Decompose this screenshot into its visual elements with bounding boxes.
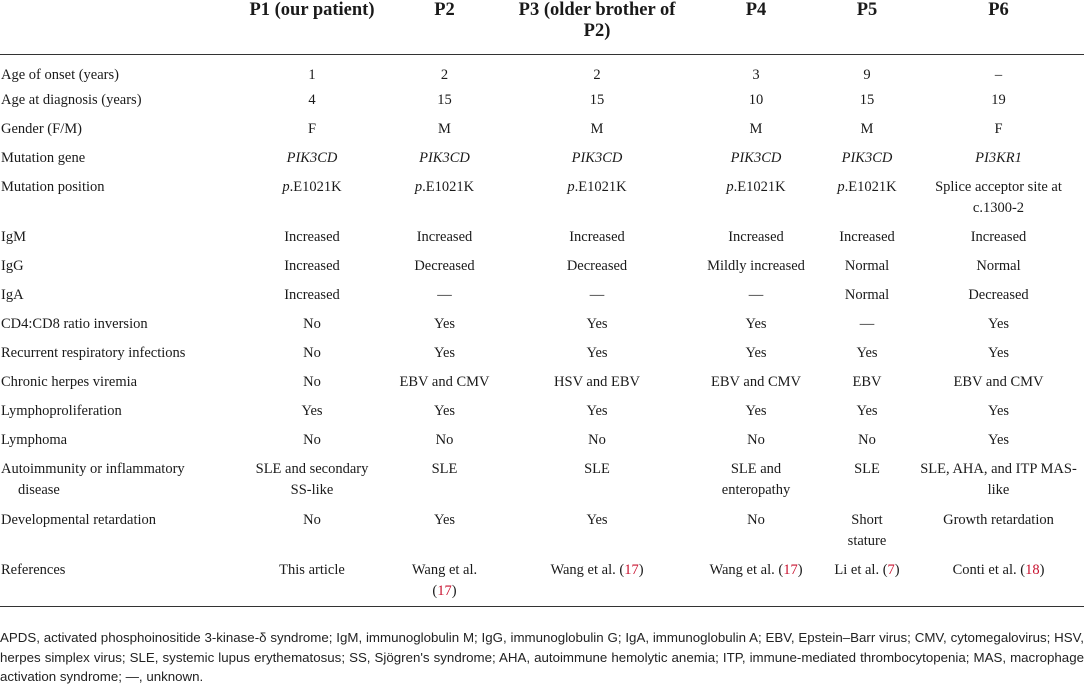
table-row (0, 426, 1084, 455)
table-cell (691, 339, 821, 368)
table-cell (691, 86, 821, 115)
table-cell (691, 426, 821, 455)
row-label-line: Recurrent respiratory infections (1, 344, 186, 361)
cell-text-line: No (303, 315, 321, 332)
table-row (0, 455, 1084, 506)
cell-text-line: Yes (586, 315, 608, 332)
cell-text-line: Short (851, 511, 883, 528)
table-cell (503, 173, 691, 223)
table-cell (386, 223, 503, 252)
row-label (0, 368, 238, 397)
table-cell (503, 54, 691, 86)
table-cell (913, 339, 1084, 368)
row-label-line: IgM (1, 228, 26, 245)
table-cell (503, 368, 691, 397)
cell-text-line: No (303, 431, 321, 448)
cell-text-line: 2 (593, 66, 601, 83)
cell-text-line: 15 (859, 91, 875, 108)
table-row (0, 115, 1084, 144)
table-cell (386, 281, 503, 310)
table-cell (913, 173, 1084, 223)
cell-text-line: PIK3CD (841, 149, 893, 166)
cell-text-line: PIK3CD (571, 149, 623, 166)
row-label-line: References (1, 561, 66, 578)
table-cell (503, 281, 691, 310)
cell-text-line: SLE and secondary (255, 460, 369, 477)
table-cell (503, 252, 691, 281)
table-cell (503, 339, 691, 368)
cell-text-line: F (307, 120, 317, 137)
table-header-row (0, 0, 1084, 54)
table-cell (238, 397, 386, 426)
table-cell (503, 310, 691, 339)
table-cell (821, 115, 913, 144)
table-cell (691, 397, 821, 426)
cell-text-line: p.E1021K (726, 178, 786, 195)
table-cell (238, 223, 386, 252)
table-cell (821, 144, 913, 173)
cell-text-line: Increased (284, 228, 340, 245)
cell-text-line: Yes (586, 511, 608, 528)
cell-text-line: 2 (440, 66, 449, 83)
table-cell (691, 115, 821, 144)
cell-text-line: M (438, 120, 451, 137)
table-cell (913, 281, 1084, 310)
row-label (0, 86, 238, 115)
table-cell (821, 223, 913, 252)
table-body (0, 54, 1084, 607)
cell-text-line: Yes (586, 402, 608, 419)
row-label (0, 144, 238, 173)
table-cell (238, 173, 386, 223)
table-cell (913, 426, 1084, 455)
table-cell (238, 310, 386, 339)
cell-text-line: EBV and CMV (953, 373, 1044, 390)
table-cell (913, 455, 1084, 506)
cell-text-line: M (749, 120, 763, 137)
table-cell (386, 144, 503, 173)
row-label (0, 506, 238, 556)
cell-text-line: like (987, 481, 1010, 498)
table-cell (913, 54, 1084, 86)
row-label (0, 455, 238, 506)
table-cell (821, 281, 913, 310)
cell-text-line: Li et al. (7) (834, 561, 900, 578)
table-row (0, 556, 1084, 607)
row-label-line: Gender (F/M) (1, 120, 82, 137)
row-label-line: Developmental retardation (1, 511, 157, 528)
row-label-line: IgA (1, 286, 24, 303)
row-label-line: Chronic herpes viremia (1, 373, 138, 390)
cell-text-line: 3 (752, 66, 760, 83)
row-label-line: Lymphoproliferation (1, 402, 122, 419)
table-cell (691, 368, 821, 397)
cell-text-line: Yes (586, 344, 608, 361)
table-cell (821, 368, 913, 397)
cell-text-line: stature (847, 532, 887, 549)
table-cell (913, 223, 1084, 252)
row-label-line: disease (18, 481, 60, 498)
row-label (0, 281, 238, 310)
cell-text-line: 15 (437, 91, 452, 108)
cell-text-line: M (590, 120, 604, 137)
cell-text-line: Increased (569, 228, 625, 245)
cell-text-line: PI3KR1 (975, 149, 1022, 166)
table-row (0, 173, 1084, 223)
cell-text-line: No (747, 511, 765, 528)
cell-text-line: F (994, 120, 1003, 137)
row-label-line: IgG (1, 257, 24, 274)
table-cell (386, 252, 503, 281)
table-cell (503, 86, 691, 115)
table-cell (503, 397, 691, 426)
cell-text-line: Yes (987, 402, 1010, 419)
cell-text-line: No (303, 373, 321, 390)
table-cell (238, 281, 386, 310)
cell-text-line: 4 (308, 91, 316, 108)
table-cell (691, 455, 821, 506)
cell-text-line: EBV and CMV (399, 373, 490, 390)
cell-text-line: Conti et al. (18) (952, 561, 1045, 578)
table-row (0, 397, 1084, 426)
table-row (0, 281, 1084, 310)
table-cell (821, 252, 913, 281)
table-cell (821, 173, 913, 223)
cell-text-line: Yes (433, 344, 456, 361)
cell-text-line: SS-like (290, 481, 334, 498)
table-cell (503, 455, 691, 506)
table-cell (386, 397, 503, 426)
table-cell (503, 506, 691, 556)
table-cell (386, 115, 503, 144)
table-cell (821, 556, 913, 607)
header-cell-p5: P5 (856, 0, 878, 20)
cell-text-line: PIK3CD (286, 149, 338, 166)
cell-text-line: Increased (839, 228, 895, 245)
table-cell (238, 455, 386, 506)
cell-text-line: — (859, 315, 875, 332)
table-cell (503, 144, 691, 173)
row-label-line: CD4:CD8 ratio inversion (1, 315, 148, 332)
table-cell (238, 54, 386, 86)
table-cell (238, 368, 386, 397)
row-label (0, 54, 238, 86)
table-cell (238, 556, 386, 607)
cell-text-line: Increased (416, 228, 473, 245)
cell-text-line: Normal (844, 286, 890, 303)
cell-text-line: – (994, 66, 1003, 83)
header-cell-p1: P1 (our patient) (249, 0, 375, 20)
cell-text-line: Increased (970, 228, 1027, 245)
table-cell (913, 397, 1084, 426)
table-cell (913, 86, 1084, 115)
table-cell (238, 426, 386, 455)
table-cell (238, 144, 386, 173)
cell-text-line: No (303, 511, 321, 528)
row-label (0, 173, 238, 223)
table-cell (386, 339, 503, 368)
table-cell (238, 252, 386, 281)
cell-text-line: Decreased (566, 257, 628, 274)
cell-text-line: M (860, 120, 874, 137)
cell-text-line: Wang et al. (411, 561, 478, 578)
header-cell-empty (0, 0, 238, 54)
table-cell (691, 556, 821, 607)
table-row (0, 506, 1084, 556)
table-cell (821, 310, 913, 339)
cell-text-line: 19 (991, 91, 1006, 108)
cell-text-line: EBV and CMV (711, 373, 801, 390)
row-label-line: Mutation position (1, 178, 105, 195)
cell-text-line: SLE (584, 460, 610, 477)
row-label-line: Mutation gene (1, 149, 86, 166)
header-cell-p4: P4 (745, 0, 767, 20)
table-row (0, 339, 1084, 368)
cell-text-line: Decreased (968, 286, 1029, 303)
cell-text-line: — (437, 286, 452, 303)
cell-text-line: This article (279, 561, 345, 578)
table-cell (238, 115, 386, 144)
table-cell (386, 86, 503, 115)
table-cell (821, 426, 913, 455)
cell-text-line: Yes (745, 315, 767, 332)
row-label (0, 252, 238, 281)
cell-text-line: 10 (748, 91, 764, 108)
cell-text-line: Increased (284, 286, 340, 303)
row-label-line: Lymphoma (1, 431, 68, 448)
cell-text-line: Wang et al. (17) (550, 561, 644, 578)
cell-text-line: Yes (856, 402, 878, 419)
cell-text-line: SLE and (730, 460, 782, 477)
table-cell (238, 339, 386, 368)
cell-text-line: Growth retardation (943, 511, 1054, 528)
cell-text-line: Yes (987, 344, 1010, 361)
row-label (0, 556, 238, 607)
cell-text-line: p.E1021K (837, 178, 897, 195)
cell-text-line: Increased (728, 228, 784, 245)
table-cell (913, 368, 1084, 397)
table-cell (386, 173, 503, 223)
row-label (0, 426, 238, 455)
cell-text-line: Normal (976, 257, 1021, 274)
table-cell (821, 339, 913, 368)
cell-text-line: Yes (433, 315, 456, 332)
row-label (0, 310, 238, 339)
cell-text-line: Yes (856, 344, 878, 361)
cell-text-line: No (858, 431, 876, 448)
cell-text-line: PIK3CD (730, 149, 782, 166)
table-cell (821, 455, 913, 506)
cell-text-line: SLE, AHA, and ITP MAS- (920, 460, 1077, 477)
table-cell (386, 426, 503, 455)
cell-text-line: EBV (852, 373, 882, 390)
cell-text-line: Yes (987, 431, 1010, 448)
table-cell (913, 144, 1084, 173)
cell-text-line: — (589, 286, 605, 303)
table-cell (503, 115, 691, 144)
table-cell (821, 54, 913, 86)
table-cell (503, 426, 691, 455)
cell-text-line: No (588, 431, 606, 448)
cell-text-line: SLE (854, 460, 880, 477)
table-cell (386, 506, 503, 556)
cell-text-line: p.E1021K (567, 178, 627, 195)
table-row (0, 86, 1084, 115)
table-cell (691, 144, 821, 173)
table-row (0, 310, 1084, 339)
table-cell (913, 115, 1084, 144)
table-cell (238, 506, 386, 556)
cell-text-line: Yes (745, 402, 767, 419)
table-cell (913, 252, 1084, 281)
row-label-line: Age at diagnosis (years) (1, 91, 142, 108)
row-label (0, 339, 238, 368)
row-label (0, 115, 238, 144)
cell-text-line: 15 (589, 91, 605, 108)
table-cell (691, 54, 821, 86)
row-label-line: Age of onset (years) (1, 66, 119, 83)
table-cell (503, 556, 691, 607)
cell-text-line: Yes (433, 511, 456, 528)
cell-text-line: HSV and EBV (554, 373, 640, 390)
cell-text-line: (17) (432, 582, 457, 599)
cell-text-line: enteropathy (721, 481, 791, 498)
cell-text-line: PIK3CD (419, 149, 470, 166)
cell-text-line: SLE (431, 460, 458, 477)
table-cell (913, 310, 1084, 339)
table-cell (386, 455, 503, 506)
header-cell-p3: P3 (older brother of P2) (518, 0, 676, 41)
table-cell (913, 556, 1084, 607)
cell-text-line: Increased (284, 257, 340, 274)
cell-text-line: Splice acceptor site at (935, 178, 1062, 195)
table-cell (386, 556, 503, 607)
cell-text-line: Normal (844, 257, 890, 274)
table-cell (503, 223, 691, 252)
cell-text-line: p.E1021K (414, 178, 475, 195)
cell-text-line: Yes (745, 344, 767, 361)
cell-text-line: Yes (433, 402, 456, 419)
cell-text-line: c.1300-2 (972, 199, 1025, 216)
row-label-line: Autoimmunity or inflammatory (1, 460, 185, 477)
table-row (0, 54, 1084, 86)
cell-text-line: Yes (987, 315, 1010, 332)
table-row (0, 252, 1084, 281)
cell-text-line: No (303, 344, 321, 361)
table-cell (821, 506, 913, 556)
cell-text-line: p.E1021K (282, 178, 342, 195)
table-cell (386, 368, 503, 397)
table-cell (691, 281, 821, 310)
cell-text-line: 9 (863, 66, 871, 83)
table-cell (386, 54, 503, 86)
table-cell (691, 310, 821, 339)
cell-text-line: Yes (301, 402, 323, 419)
table-cell (386, 310, 503, 339)
cell-text-line: — (748, 286, 764, 303)
table-cell (691, 173, 821, 223)
cell-text-line: Mildly increased (707, 257, 805, 274)
table-cell (821, 86, 913, 115)
table-cell (691, 223, 821, 252)
table-row (0, 223, 1084, 252)
table-row (0, 144, 1084, 173)
cell-text-line: No (435, 431, 454, 448)
header-cell-p2: P2 (434, 0, 455, 20)
cell-text-line: Decreased (414, 257, 475, 274)
cell-text-line: 1 (308, 66, 316, 83)
row-label (0, 397, 238, 426)
table-cell (821, 397, 913, 426)
table-cell (913, 506, 1084, 556)
row-label (0, 223, 238, 252)
cell-text-line: No (747, 431, 765, 448)
table-cell (691, 252, 821, 281)
header-cell-p6: P6 (988, 0, 1009, 20)
table-row (0, 368, 1084, 397)
table-cell (691, 506, 821, 556)
cell-text-line: Wang et al. (17) (709, 561, 803, 578)
table-cell (238, 86, 386, 115)
table-footnote: APDS, activated phosphoinositide 3-kinase-δ syndrome; IgM, immunoglobulin M; IgG, immunoglobulin G; IgA, immunoglobulin A; EBV, Epstein–Barr virus; CMV, cytomegalovirus; HSV, herpes simplex virus; SLE, systemic lupus erythematosus; SS, Sjögren's syndrome; AHA, autoimmune hemolytic anemia; ITP, immune-mediated thrombocytopenia; MAS, macrophage activation syndrome; —, unknown. (0, 630, 1084, 684)
